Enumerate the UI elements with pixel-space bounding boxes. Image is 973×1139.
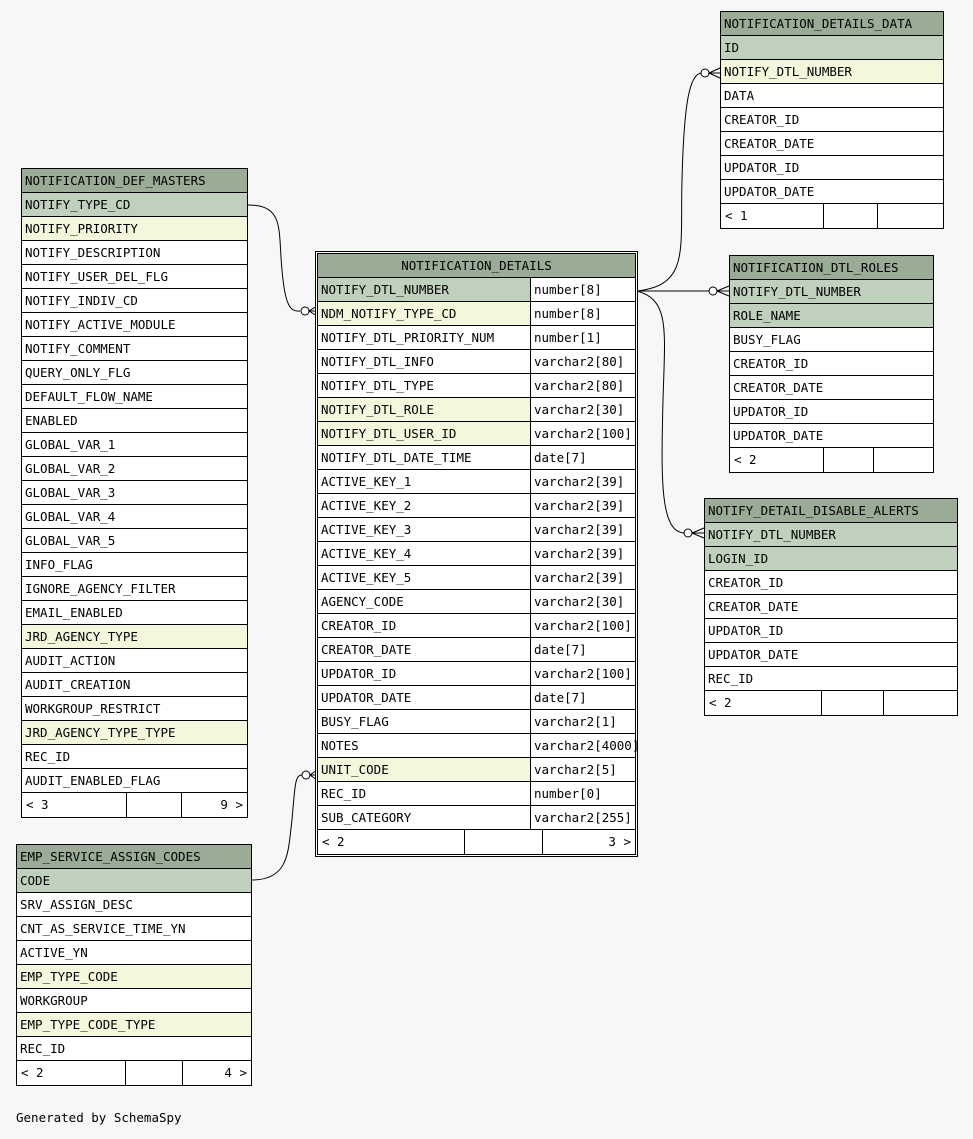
column-row[interactable] — [318, 614, 635, 638]
edge-details-to-data — [637, 73, 702, 291]
column-row[interactable] — [318, 710, 635, 734]
children-count[interactable]: 4 > — [224, 1065, 247, 1080]
table-title — [730, 256, 933, 280]
column-row[interactable] — [17, 965, 251, 989]
column-row[interactable] — [22, 409, 247, 433]
column-name: NOTIFY_DTL_NUMBER — [721, 60, 943, 83]
table-notification-details[interactable] — [315, 251, 638, 857]
column-name: AUDIT_ENABLED_FLAG — [25, 773, 161, 788]
parents-count[interactable]: < 1 — [721, 204, 824, 228]
table-notification-details-data[interactable] — [720, 11, 944, 229]
column-name: NOTIFY_COMMENT — [25, 341, 131, 356]
column-row[interactable] — [22, 625, 247, 649]
column-row[interactable] — [318, 470, 635, 494]
children-count[interactable] — [884, 691, 957, 715]
column-name: ACTIVE_KEY_5 — [321, 570, 412, 585]
column-type: varchar2[5] — [530, 758, 635, 781]
crowfoot-lines — [717, 286, 729, 296]
column-row[interactable] — [730, 424, 933, 448]
table-title-label: NOTIFICATION_DETAILS_DATA — [724, 16, 913, 31]
column-name: NOTIFY_DTL_INFO — [321, 354, 434, 369]
column-row[interactable] — [730, 304, 933, 328]
column-name: ACTIVE_KEY_3 — [321, 522, 412, 537]
column-name: GLOBAL_VAR_1 — [25, 437, 116, 452]
column-row[interactable] — [318, 446, 635, 470]
row-count — [126, 1061, 183, 1085]
children-count[interactable] — [878, 204, 943, 228]
column-name: GLOBAL_VAR_3 — [25, 485, 116, 500]
column-row[interactable] — [17, 893, 251, 917]
column-row[interactable] — [22, 505, 247, 529]
column-row[interactable] — [22, 745, 247, 769]
table-footer — [318, 830, 635, 854]
column-name: CREATOR_ID — [733, 356, 809, 371]
column-row[interactable] — [22, 217, 247, 241]
column-row[interactable] — [17, 1013, 251, 1037]
column-name: GLOBAL_VAR_2 — [25, 461, 116, 476]
table-footer — [17, 1061, 251, 1085]
column-name: JRD_AGENCY_TYPE — [22, 625, 247, 648]
column-row[interactable] — [721, 36, 943, 60]
column-type: varchar2[39] — [530, 518, 635, 541]
column-name: EMP_TYPE_CODE_TYPE — [17, 1013, 251, 1036]
row-count — [824, 448, 874, 472]
column-name: AUDIT_ACTION — [25, 653, 116, 668]
parents-count[interactable]: < 3 — [22, 793, 127, 817]
edge-emp-codes-to-details — [252, 775, 302, 880]
column-name: WORKGROUP — [20, 993, 88, 1008]
column-name: CREATOR_DATE — [708, 599, 799, 614]
column-name: NOTIFY_DTL_USER_ID — [318, 422, 530, 445]
children-count[interactable]: 9 > — [220, 797, 243, 812]
column-name: ID — [721, 36, 943, 59]
column-row[interactable] — [22, 265, 247, 289]
table-emp-service-assign-codes[interactable] — [16, 844, 252, 1086]
column-row[interactable] — [318, 302, 635, 326]
column-row[interactable] — [22, 529, 247, 553]
column-name: EMAIL_ENABLED — [25, 605, 123, 620]
column-row[interactable] — [318, 278, 635, 302]
column-row[interactable] — [705, 571, 957, 595]
table-notify-detail-disable-alerts[interactable] — [704, 498, 958, 716]
column-type: date[7] — [530, 686, 635, 709]
column-row[interactable] — [318, 422, 635, 446]
column-row[interactable] — [721, 60, 943, 84]
column-name: AUDIT_CREATION — [25, 677, 131, 692]
column-row[interactable] — [318, 806, 635, 830]
column-row[interactable] — [22, 289, 247, 313]
column-type: varchar2[100] — [530, 614, 635, 637]
column-name: JRD_AGENCY_TYPE_TYPE — [22, 721, 247, 744]
table-title-label: NOTIFICATION_DEF_MASTERS — [25, 173, 206, 188]
column-name: CREATOR_DATE — [733, 380, 824, 395]
column-row[interactable] — [318, 494, 635, 518]
column-type: date[7] — [530, 638, 635, 661]
column-type: varchar2[39] — [530, 494, 635, 517]
table-title — [721, 12, 943, 36]
parents-count[interactable]: < 2 — [318, 830, 465, 854]
table-title-label: NOTIFY_DETAIL_DISABLE_ALERTS — [708, 503, 919, 518]
column-name: UPDATOR_DATE — [724, 184, 815, 199]
column-name: ROLE_NAME — [730, 304, 933, 327]
parents-count[interactable]: < 2 — [17, 1061, 126, 1085]
column-row[interactable] — [705, 523, 957, 547]
column-name: NOTIFY_DTL_NUMBER — [730, 280, 933, 303]
column-row[interactable] — [22, 601, 247, 625]
column-row[interactable] — [22, 337, 247, 361]
column-name: QUERY_ONLY_FLG — [25, 365, 131, 380]
column-row[interactable] — [730, 352, 933, 376]
column-type: number[0] — [530, 782, 635, 805]
column-type: varchar2[30] — [530, 398, 635, 421]
table-title-label: EMP_SERVICE_ASSIGN_CODES — [20, 849, 201, 864]
column-type: varchar2[255] — [530, 806, 635, 829]
table-title — [17, 845, 251, 869]
column-name: UPDATOR_DATE — [733, 428, 824, 443]
column-type: varchar2[39] — [530, 542, 635, 565]
row-count — [127, 793, 182, 817]
column-type: number[1] — [530, 326, 635, 349]
column-name: NOTIFY_USER_DEL_FLG — [25, 269, 168, 284]
column-type: varchar2[39] — [530, 470, 635, 493]
column-row[interactable] — [721, 156, 943, 180]
column-row[interactable] — [318, 518, 635, 542]
column-row[interactable] — [721, 180, 943, 204]
column-row[interactable] — [22, 361, 247, 385]
column-name: SUB_CATEGORY — [321, 810, 412, 825]
column-row[interactable] — [318, 398, 635, 422]
column-row[interactable] — [318, 350, 635, 374]
column-row[interactable] — [22, 433, 247, 457]
column-name: AGENCY_CODE — [321, 594, 404, 609]
table-title — [318, 254, 635, 278]
column-row[interactable] — [721, 84, 943, 108]
column-name: CREATOR_DATE — [321, 642, 412, 657]
column-name: NOTIFY_PRIORITY — [22, 217, 247, 240]
column-row[interactable] — [318, 590, 635, 614]
column-row[interactable] — [721, 108, 943, 132]
column-name: IGNORE_AGENCY_FILTER — [25, 581, 176, 596]
children-count[interactable]: 3 > — [608, 834, 631, 849]
column-name: REC_ID — [321, 786, 367, 801]
column-name: NOTIFY_DESCRIPTION — [25, 245, 161, 260]
table-notification-def-masters[interactable] — [21, 168, 248, 818]
column-name: UPDATOR_DATE — [321, 690, 412, 705]
column-name: SRV_ASSIGN_DESC — [20, 897, 133, 912]
column-row[interactable] — [17, 989, 251, 1013]
column-type: varchar2[100] — [530, 662, 635, 685]
row-count — [824, 204, 878, 228]
column-name: ACTIVE_YN — [20, 945, 88, 960]
generated-by-note: Generated by SchemaSpy — [16, 1110, 182, 1125]
column-name: GLOBAL_VAR_5 — [25, 533, 116, 548]
column-name: CREATOR_ID — [708, 575, 784, 590]
column-row[interactable] — [22, 721, 247, 745]
column-name: ACTIVE_KEY_1 — [321, 474, 412, 489]
column-name: NOTIFY_DTL_DATE_TIME — [321, 450, 472, 465]
column-name: DEFAULT_FLOW_NAME — [25, 389, 153, 404]
column-row[interactable] — [22, 241, 247, 265]
column-type: varchar2[30] — [530, 590, 635, 613]
table-notification-dtl-roles[interactable] — [729, 255, 934, 473]
column-type: varchar2[39] — [530, 566, 635, 589]
column-row[interactable] — [318, 638, 635, 662]
column-row[interactable] — [22, 577, 247, 601]
crowfoot-ring — [684, 529, 692, 537]
table-footer — [721, 204, 943, 228]
column-row[interactable] — [22, 457, 247, 481]
column-row[interactable] — [318, 734, 640, 758]
column-row[interactable] — [705, 619, 957, 643]
column-row[interactable] — [318, 542, 635, 566]
column-row[interactable] — [705, 595, 957, 619]
column-row[interactable] — [22, 481, 247, 505]
column-row[interactable] — [705, 643, 957, 667]
column-name: NDM_NOTIFY_TYPE_CD — [318, 302, 530, 325]
crowfoot-ring — [701, 69, 709, 77]
column-name: UPDATOR_ID — [733, 404, 809, 419]
column-row[interactable] — [22, 313, 247, 337]
column-row[interactable] — [318, 782, 635, 806]
column-type: varchar2[80] — [530, 374, 635, 397]
column-row[interactable] — [318, 566, 635, 590]
column-name: UPDATOR_ID — [321, 666, 397, 681]
parents-count[interactable]: < 2 — [705, 691, 822, 715]
column-row[interactable] — [318, 374, 635, 398]
column-name: BUSY_FLAG — [733, 332, 801, 347]
column-type: varchar2[80] — [530, 350, 635, 373]
column-type: number[8] — [530, 302, 635, 325]
column-name: UPDATOR_ID — [724, 160, 800, 175]
column-row[interactable] — [318, 686, 635, 710]
table-title — [22, 169, 247, 193]
column-type: varchar2[4000] — [530, 734, 642, 757]
column-name: NOTIFY_DTL_ROLE — [318, 398, 530, 421]
column-row[interactable] — [705, 667, 957, 691]
column-name: INFO_FLAG — [25, 557, 93, 572]
column-row[interactable] — [17, 917, 251, 941]
column-row[interactable] — [705, 547, 957, 571]
column-name: GLOBAL_VAR_4 — [25, 509, 116, 524]
column-name: ACTIVE_KEY_4 — [321, 546, 412, 561]
column-name: NOTIFY_DTL_NUMBER — [318, 278, 530, 301]
crowfoot-lines — [709, 68, 720, 78]
column-name: UPDATOR_DATE — [708, 647, 799, 662]
table-footer — [705, 691, 957, 715]
children-count[interactable] — [874, 448, 933, 472]
edge-details-to-alerts — [637, 291, 685, 533]
column-name: CREATOR_ID — [724, 112, 800, 127]
crowfoot-lines — [692, 528, 704, 538]
column-row[interactable] — [318, 758, 635, 782]
column-row[interactable] — [318, 326, 635, 350]
column-name: UPDATOR_ID — [708, 623, 784, 638]
column-type: varchar2[100] — [530, 422, 635, 445]
column-name: BUSY_FLAG — [321, 714, 389, 729]
column-name: NOTIFY_DTL_PRIORITY_NUM — [321, 330, 495, 345]
column-name: NOTIFY_TYPE_CD — [22, 193, 247, 216]
column-name: EMP_TYPE_CODE — [17, 965, 251, 988]
column-row[interactable] — [17, 869, 251, 893]
column-name: ACTIVE_KEY_2 — [321, 498, 412, 513]
column-name: NOTIFY_DTL_NUMBER — [705, 523, 957, 546]
column-row[interactable] — [730, 328, 933, 352]
column-row[interactable] — [318, 662, 635, 686]
column-name: NOTIFY_INDIV_CD — [25, 293, 138, 308]
crowfoot-ring — [302, 771, 310, 779]
crowfoot-ring — [301, 307, 309, 315]
column-name: NOTIFY_ACTIVE_MODULE — [25, 317, 176, 332]
column-name: NOTES — [321, 738, 359, 753]
column-name: DATA — [724, 88, 755, 103]
column-row[interactable] — [721, 132, 943, 156]
column-row[interactable] — [22, 769, 247, 793]
column-name: UNIT_CODE — [318, 758, 530, 781]
column-name: CNT_AS_SERVICE_TIME_YN — [20, 921, 186, 936]
column-name: REC_ID — [708, 671, 754, 686]
column-row[interactable] — [730, 280, 933, 304]
edge-def-masters-to-details — [248, 205, 300, 311]
column-name: LOGIN_ID — [705, 547, 957, 570]
column-type: varchar2[1] — [530, 710, 635, 733]
column-row[interactable] — [22, 193, 247, 217]
column-name: NOTIFY_DTL_TYPE — [321, 378, 434, 393]
table-footer — [730, 448, 933, 472]
table-title-label: NOTIFICATION_DETAILS — [401, 258, 552, 273]
column-row[interactable] — [22, 673, 247, 697]
column-row[interactable] — [730, 400, 933, 424]
column-row[interactable] — [22, 697, 247, 721]
column-row[interactable] — [730, 376, 933, 400]
column-type: date[7] — [530, 446, 635, 469]
table-title-label: NOTIFICATION_DTL_ROLES — [733, 260, 899, 275]
column-row[interactable] — [17, 941, 251, 965]
column-name: REC_ID — [20, 1041, 66, 1056]
table-title — [705, 499, 957, 523]
row-count — [465, 830, 543, 854]
column-name: CREATOR_DATE — [724, 136, 815, 151]
column-row[interactable] — [22, 385, 247, 409]
crowfoot-ring — [709, 287, 717, 295]
row-count — [822, 691, 884, 715]
column-name: ENABLED — [25, 413, 78, 428]
column-name: WORKGROUP_RESTRICT — [25, 701, 161, 716]
parents-count[interactable]: < 2 — [730, 448, 824, 472]
column-name: CREATOR_ID — [321, 618, 397, 633]
column-type: number[8] — [530, 278, 635, 301]
column-row[interactable] — [22, 553, 247, 577]
table-footer — [22, 793, 247, 817]
column-row[interactable] — [17, 1037, 251, 1061]
column-name: CODE — [17, 869, 251, 892]
column-row[interactable] — [22, 649, 247, 673]
column-name: REC_ID — [25, 749, 71, 764]
